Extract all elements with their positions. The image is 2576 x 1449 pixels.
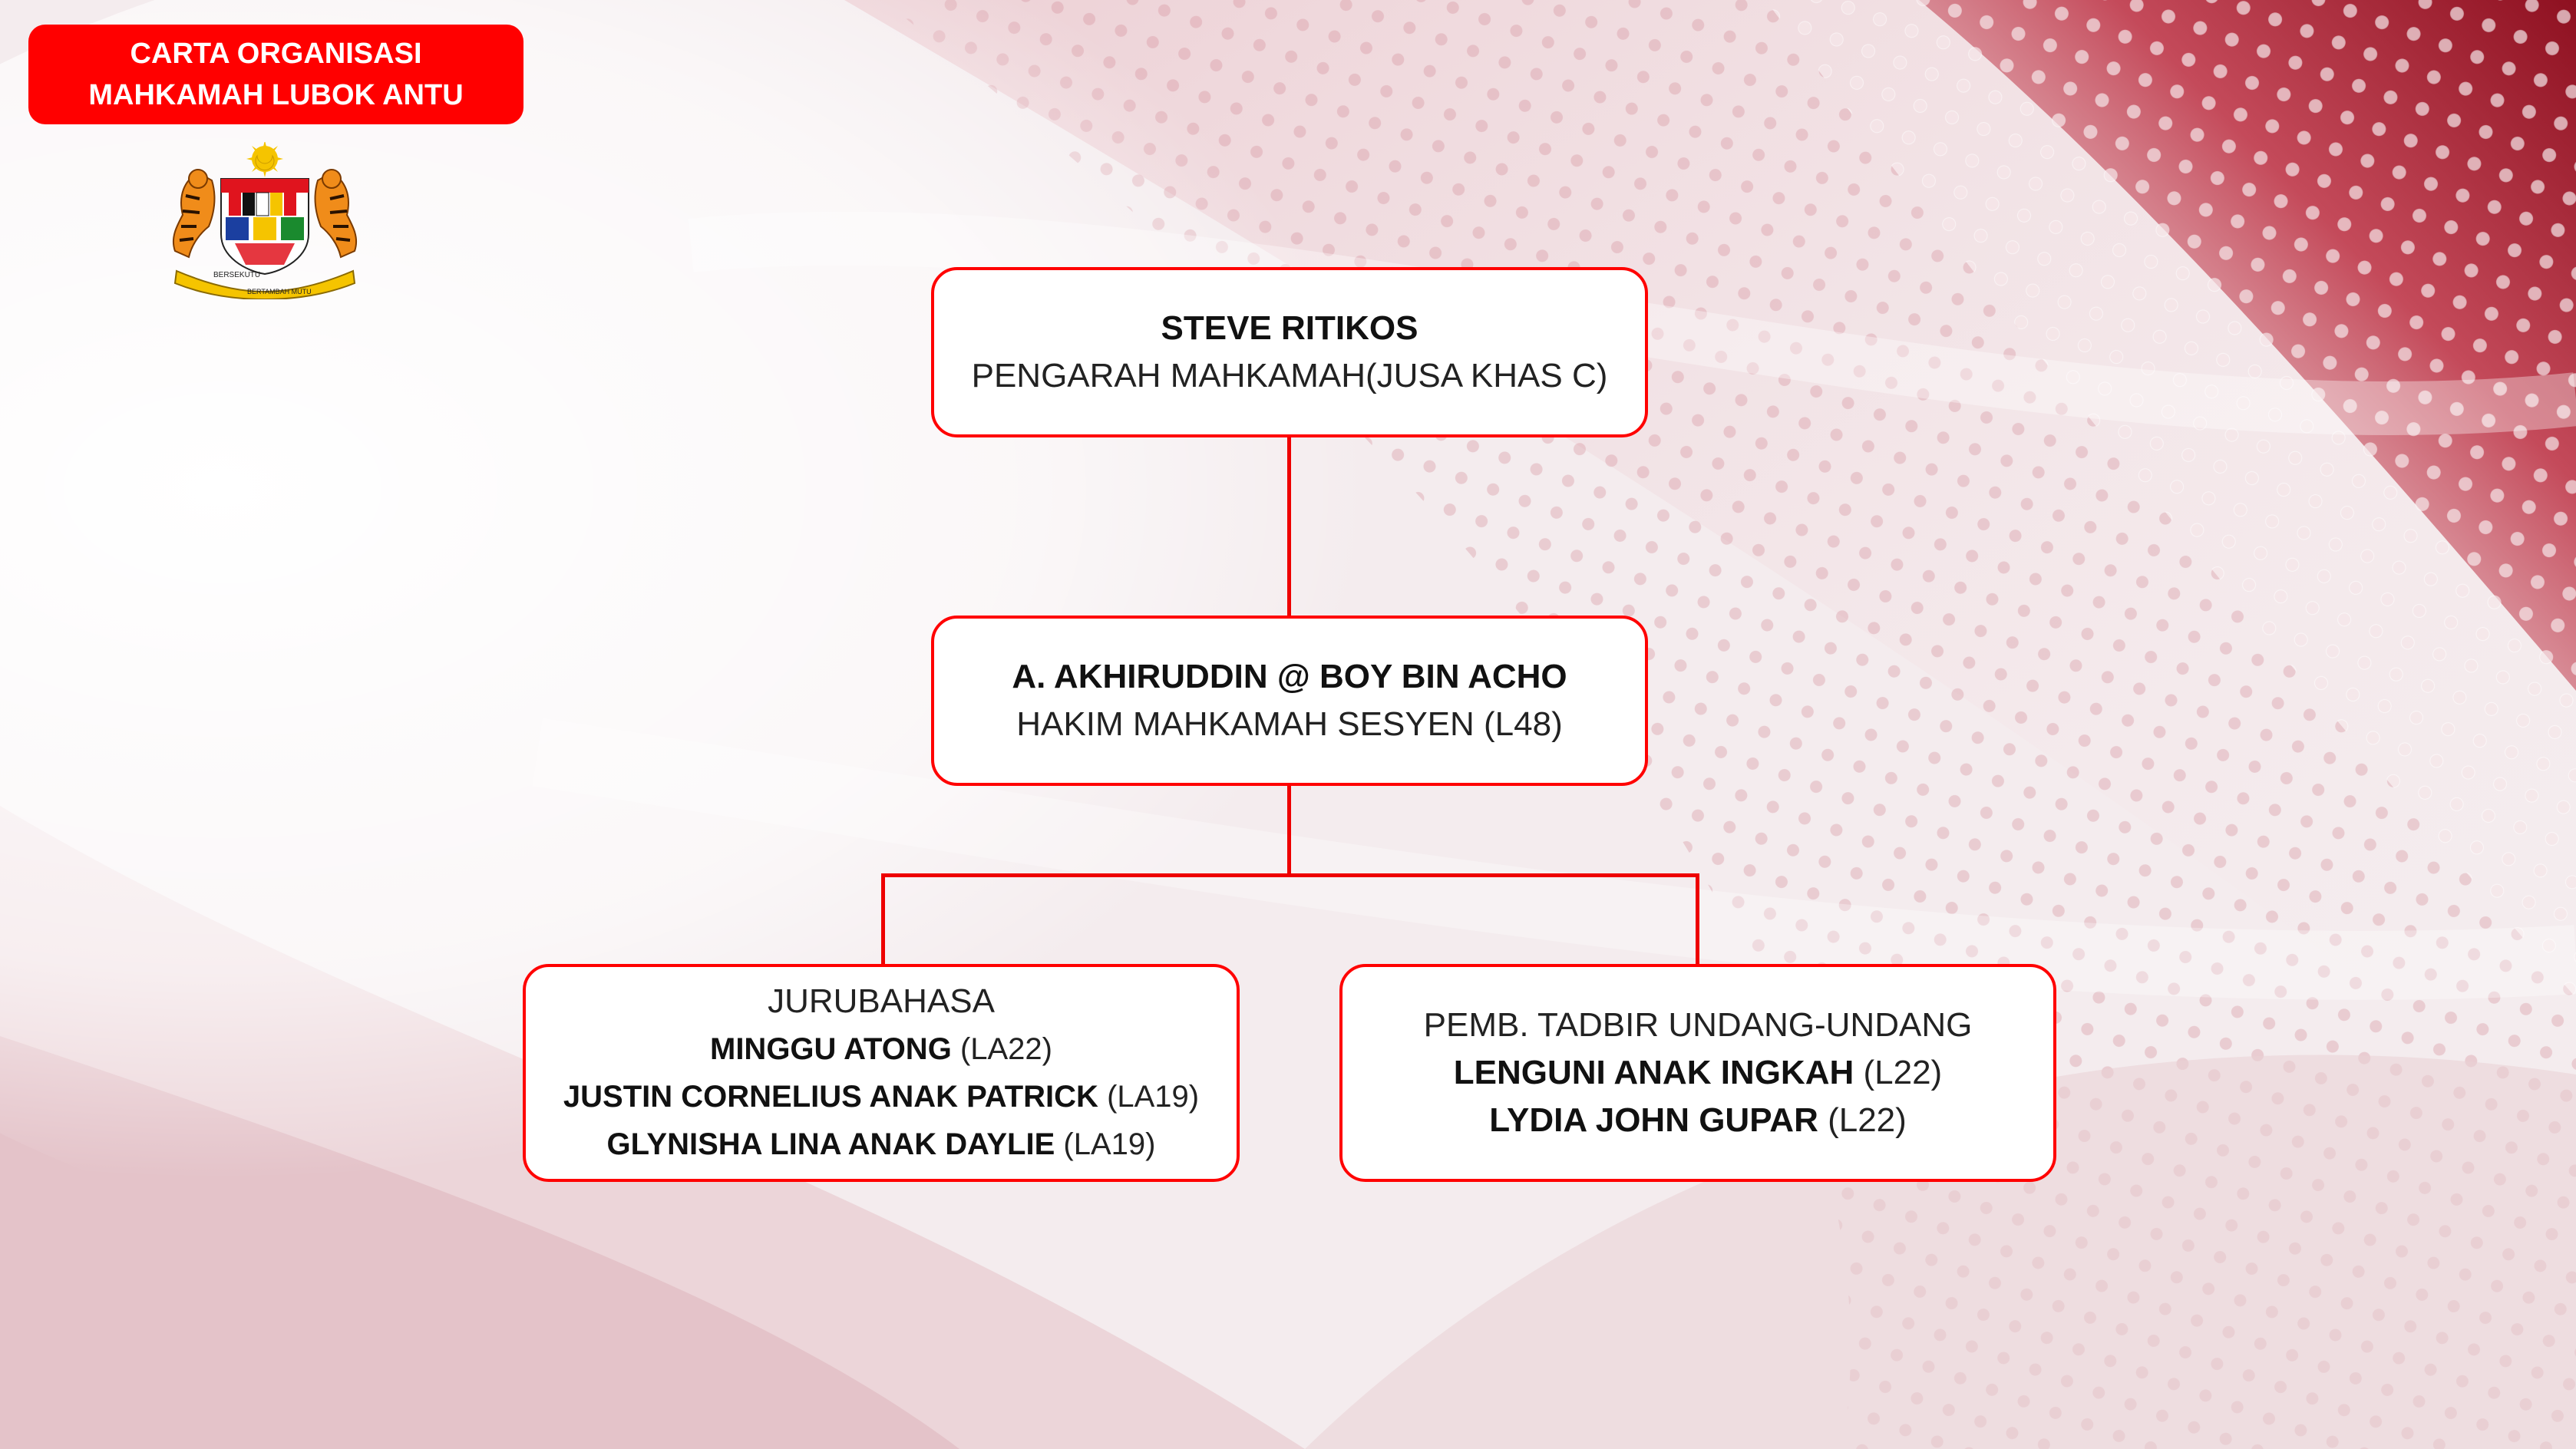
chart-title-line1: CARTA ORGANISASI: [130, 38, 422, 70]
connector-left-drop: [881, 873, 885, 967]
connector-right-drop: [1696, 873, 1699, 967]
judge-role: HAKIM MAHKAMAH SESYEN (L48): [1016, 705, 1563, 743]
connector-director-judge: [1287, 436, 1291, 617]
connector-judge-down: [1287, 784, 1291, 876]
legal-admin-member: LENGUNI ANAK INGKAH (L22): [1453, 1054, 1943, 1091]
judge-name: A. AKHIRUDDIN @ BOY BIN ACHO: [1012, 658, 1567, 695]
svg-text:BERTAMBAH MUTU: BERTAMBAH MUTU: [247, 288, 312, 295]
svg-text:BERSEKUTU: BERSEKUTU: [213, 271, 261, 279]
node-interpreters: [523, 964, 1240, 1182]
interpreter-member: GLYNISHA LINA ANAK DAYLIE (LA19): [606, 1127, 1156, 1161]
chart-title-line2: MAHKAMAH LUBOK ANTU: [88, 79, 464, 111]
node-director: [931, 267, 1648, 437]
interpreters-heading: JURUBAHASA: [768, 982, 995, 1020]
director-role: PENGARAH MAHKAMAH(JUSA KHAS C): [971, 357, 1608, 394]
director-name: STEVE RITIKOS: [1161, 309, 1418, 347]
interpreter-member: JUSTIN CORNELIUS ANAK PATRICK (LA19): [563, 1080, 1200, 1114]
legal-admin-heading: PEMB. TADBIR UNDANG-UNDANG: [1423, 1006, 1973, 1044]
interpreter-member: MINGGU ATONG (LA22): [710, 1032, 1052, 1066]
legal-admin-member: LYDIA JOHN GUPAR (L22): [1489, 1101, 1907, 1139]
node-legal-admin: [1339, 964, 2056, 1182]
node-judge: [931, 616, 1648, 786]
coat-of-arms-icon: [161, 142, 368, 299]
chart-title-box: [28, 25, 523, 124]
connector-horizontal: [881, 873, 1699, 877]
